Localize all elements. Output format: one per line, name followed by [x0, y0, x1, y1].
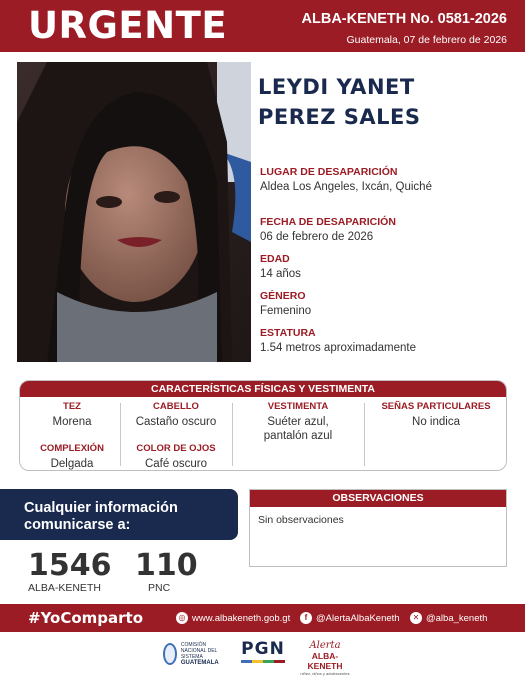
- cabello-value: Castaño oscuro: [135, 416, 217, 428]
- fecha-value: 06 de febrero de 2026: [260, 231, 374, 243]
- coat-of-arms-icon: [163, 643, 177, 665]
- senas-group: [368, 401, 504, 429]
- color-ojos-group: [124, 443, 228, 471]
- x-text: @alba_keneth: [426, 612, 488, 624]
- facebook-link[interactable]: [300, 612, 400, 624]
- divider: [364, 403, 365, 466]
- gov-logo-line2: GUATEMALA: [180, 660, 219, 666]
- phone-alba-keneth[interactable]: 1546: [28, 548, 112, 583]
- website-link[interactable]: [176, 612, 290, 624]
- pgn-stripe: [241, 660, 285, 663]
- tez-group: [28, 401, 116, 429]
- date-location: Guatemala, 07 de febrero de 2026: [346, 34, 507, 46]
- alba-logo-script: Alerta: [309, 640, 341, 651]
- complexion-label: COMPLEXIÓN: [40, 443, 104, 454]
- lugar-label: LUGAR DE DESAPARICIÓN: [260, 166, 398, 178]
- tez-value: Morena: [52, 416, 92, 428]
- vestimenta-group: [236, 401, 360, 443]
- contact-line1: Cualquier información: [24, 500, 178, 516]
- x-link[interactable]: [410, 612, 487, 624]
- footer-bar: [0, 604, 525, 632]
- header-banner: [0, 0, 525, 52]
- hashtag: #YoComparto: [28, 609, 144, 627]
- senas-value: No indica: [412, 416, 460, 428]
- cabello-group: [124, 401, 228, 429]
- website-text: www.albakeneth.gob.gt: [192, 612, 291, 624]
- estatura-label: ESTATURA: [260, 327, 316, 339]
- genero-value: Femenino: [260, 305, 312, 317]
- estatura-value: 1.54 metros aproximadamente: [260, 342, 416, 354]
- alba-logo-name: ALBA-KENETH: [307, 651, 343, 671]
- person-name: [258, 72, 421, 132]
- government-logo: [163, 641, 228, 667]
- alba-keneth-logo: [300, 640, 350, 676]
- observaciones-title: OBSERVACIONES: [250, 490, 506, 507]
- phone-pnc-label: PNC: [148, 582, 171, 594]
- phone-pnc[interactable]: 110: [135, 548, 198, 583]
- pgn-logo: [238, 640, 288, 670]
- tez-label: TEZ: [63, 401, 81, 412]
- divider: [120, 403, 121, 466]
- genero-label: GÉNERO: [260, 290, 306, 302]
- characteristics-title: CARACTERÍSTICAS FÍSICAS Y VESTIMENTA: [20, 381, 506, 397]
- person-name-line1: LEYDI YANET: [258, 75, 415, 99]
- vestimenta-value: [236, 415, 360, 443]
- senas-label: SEÑAS PARTICULARES: [381, 401, 491, 412]
- phone-alba-keneth-label: ALBA-KENETH: [28, 582, 101, 594]
- missing-person-photo: [17, 62, 251, 362]
- globe-icon: ◎: [176, 612, 188, 624]
- contact-line2: comunicarse a:: [24, 517, 131, 533]
- observaciones-text: Sin observaciones: [258, 514, 344, 526]
- color-ojos-value: Café oscuro: [144, 458, 207, 470]
- complexion-value: Delgada: [50, 458, 94, 470]
- edad-value: 14 años: [260, 268, 301, 280]
- facebook-text: @AlertaAlbaKeneth: [316, 612, 400, 624]
- characteristics-panel: [19, 380, 507, 471]
- lugar-value: Aldea Los Angeles, Ixcán, Quiché: [260, 181, 432, 193]
- contact-banner: [0, 489, 238, 540]
- observaciones-panel: [249, 489, 507, 567]
- divider: [232, 403, 233, 466]
- complexion-group: [28, 443, 116, 471]
- pgn-logo-text: PGN: [241, 639, 285, 659]
- cabello-label: CABELLO: [153, 401, 199, 412]
- gov-logo-line1: COMISIÓN NACIONAL DEL SISTEMA: [180, 642, 218, 660]
- alba-logo-tagline: niñez, niños y adolescentes: [300, 671, 350, 676]
- alert-number: ALBA-KENETH No. 0581-2026: [301, 11, 507, 27]
- person-name-line2: PEREZ SALES: [258, 105, 421, 129]
- color-ojos-label: COLOR DE OJOS: [136, 443, 216, 454]
- vestimenta-line1: Suéter azul,: [267, 416, 329, 428]
- urgent-badge: URGENTE: [28, 4, 228, 47]
- vestimenta-label: VESTIMENTA: [267, 401, 329, 412]
- facebook-icon: f: [300, 612, 312, 624]
- edad-label: EDAD: [260, 253, 290, 265]
- vestimenta-line2: pantalón azul: [263, 430, 333, 442]
- fecha-label: FECHA DE DESAPARICIÓN: [260, 216, 396, 228]
- x-icon: ✕: [410, 612, 422, 624]
